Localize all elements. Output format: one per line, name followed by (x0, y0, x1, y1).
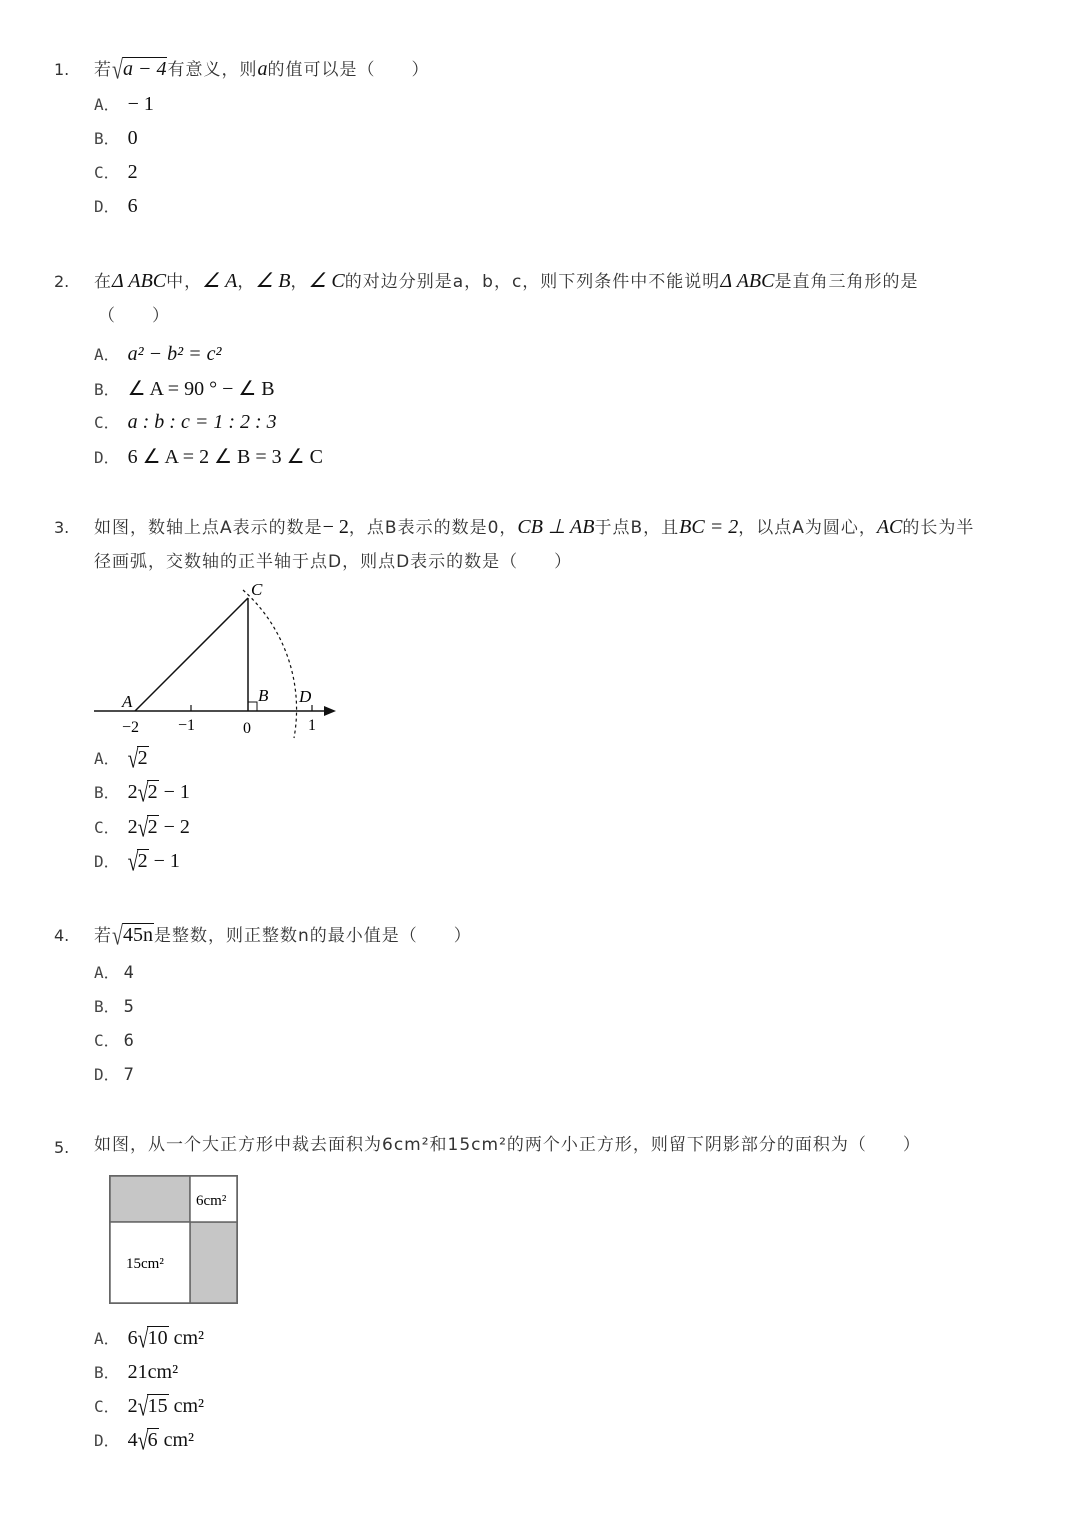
shaded-top-left (110, 1176, 190, 1222)
option-a[interactable]: A． 4 (94, 963, 134, 983)
shaded-bottom-right (190, 1222, 237, 1303)
question-stem: 在Δ ABC中，∠ A，∠ B，∠ C的对边分别是a，b，c，则下列条件中不能说明Δ ABC是直角三角形的是 （ ） (94, 270, 919, 326)
option-a[interactable]: A． 6√10 cm² (94, 1324, 205, 1355)
square-figure (108, 1174, 240, 1306)
option-b[interactable]: B． 2√2 − 1 (94, 778, 190, 809)
option-c[interactable]: C． 2√15 cm² (94, 1392, 205, 1423)
arc-cd (243, 590, 297, 738)
question-number: 1. (54, 60, 70, 79)
question-stem: 若√45n是整数，则正整数n的最小值是（ ） (94, 921, 472, 952)
right-angle-mark (248, 702, 257, 711)
question-number: 5. (54, 1138, 70, 1157)
question-stem: 若√a − 4有意义，则a的值可以是（ ） (94, 55, 430, 86)
tick-label: 1 (308, 717, 316, 734)
question-number: 2. (54, 272, 70, 291)
option-d[interactable]: D． 6 (94, 195, 138, 217)
option-d[interactable]: D． 4√6 cm² (94, 1426, 195, 1457)
option-d[interactable]: D． 6 ∠ A = 2 ∠ B = 3 ∠ C (94, 446, 323, 468)
small-square-label: 6cm² (196, 1193, 227, 1209)
axis-arrow (324, 706, 336, 716)
tick-label: −1 (178, 717, 196, 734)
tick-label: 0 (243, 720, 251, 737)
question-stem: 如图，从一个大正方形中裁去面积为6cm²和15cm²的两个小正方形，则留下阴影部分的面积为（ ） (94, 1135, 921, 1155)
option-d[interactable]: D． √2 − 1 (94, 847, 180, 878)
option-b[interactable]: B． 21cm² (94, 1361, 179, 1383)
radicand: 45n (122, 924, 153, 946)
option-c[interactable]: C． a : b : c = 1 : 2 : 3 (94, 411, 277, 433)
option-c[interactable]: C． 2√2 − 2 (94, 813, 190, 844)
large-square-label: 15cm² (126, 1256, 164, 1272)
label-d: D (299, 687, 312, 706)
question-stem: 如图，数轴上点A表示的数是− 2，点B表示的数是0，CB ⊥ AB于点B，且BC = 2，以点A为圆心，AC的长为半 径画弧，交数轴的正半轴于点D，则点D表示的数是（ ） (94, 516, 975, 572)
question-number: 4. (54, 926, 70, 945)
segment-ac (135, 598, 248, 711)
option-b[interactable]: B． 0 (94, 127, 138, 149)
tick-label: −2 (122, 719, 140, 736)
option-c[interactable]: C． 6 (94, 1031, 134, 1051)
option-b[interactable]: B． ∠ A = 90 ° − ∠ B (94, 378, 275, 400)
option-a[interactable]: A． a² − b² = c² (94, 343, 222, 365)
option-b[interactable]: B． 5 (94, 997, 134, 1017)
label-b: B (258, 686, 269, 705)
question-number: 3. (54, 518, 70, 537)
option-a[interactable]: A． − 1 (94, 93, 154, 115)
radicand: a − 4 (122, 58, 167, 80)
option-a[interactable]: A． √2 (94, 744, 148, 775)
option-c[interactable]: C． 2 (94, 161, 138, 183)
label-a: A (122, 692, 133, 711)
number-line-figure (90, 578, 350, 750)
option-d[interactable]: D． 7 (94, 1065, 134, 1085)
label-c: C (251, 580, 263, 599)
